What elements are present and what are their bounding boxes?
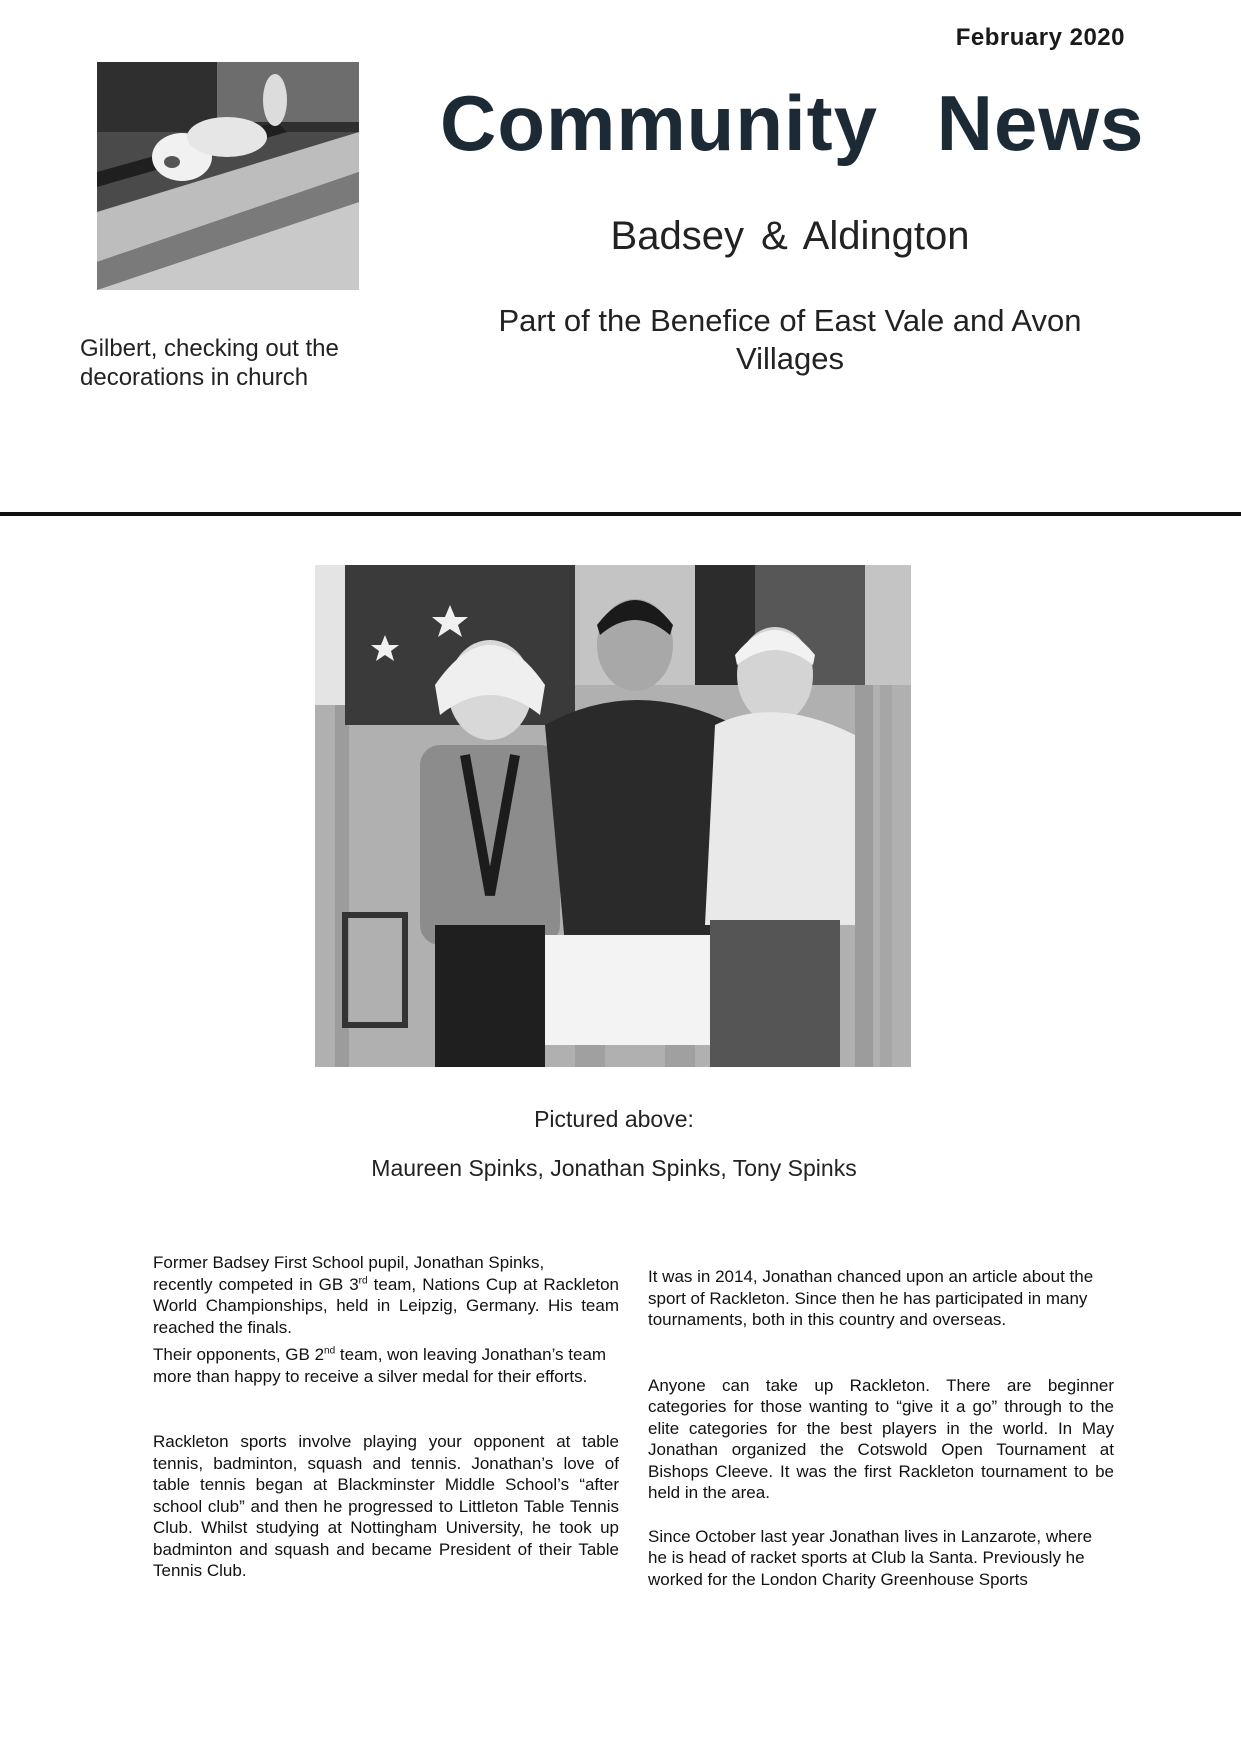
article-text: team, won leaving Jonathan’s team more than happy to receive a silver medal for their efforts. bbox=[153, 1345, 607, 1386]
article-paragraph: Since October last year Jonathan lives in Lanzarote, where he is head of racket sports at Club la Santa. Previously he worked for the London Charity Greenhouse Sports bbox=[648, 1526, 1093, 1589]
photo-caption-names: Maureen Spinks, Jonathan Spinks, Tony Spinks bbox=[371, 1155, 857, 1181]
article-paragraph bbox=[153, 1344, 619, 1387]
article-text: team, Nations Cup at Rackleton World Championships, held in Leipzig, Germany. His team reached the finals. bbox=[153, 1274, 619, 1337]
article-paragraph: It was in 2014, Jonathan chanced upon an article about the sport of Rackleton. Since then he has participated in many tournaments, both in this country and overseas. bbox=[648, 1267, 1094, 1329]
newsletter-subtitle: Badsey & Aldington bbox=[610, 214, 970, 258]
caption-line: decorations in church bbox=[80, 364, 309, 391]
caption-line: Gilbert, checking out the bbox=[80, 335, 339, 362]
article-column-right bbox=[648, 1266, 1114, 1590]
benefice-line bbox=[470, 302, 1110, 378]
article-text: recently competed in GB 3 bbox=[153, 1274, 359, 1294]
article-paragraph: Rackleton sports involve playing your opponent at table tennis, badminton, squash and tennis. Jonathan’s love of table tennis began at Blackminster Middle School’s “after school club” and then he progressed to Littleton Table Tennis Club. Whilst studying at Nottingham University, he took up badminton and squash and became President of their Table Tennis Club. bbox=[153, 1432, 619, 1580]
article-text: Their opponents, GB 2 bbox=[153, 1345, 325, 1364]
photo-caption-heading: Pictured above: bbox=[534, 1106, 694, 1132]
article-text: Former Badsey First School pupil, Jonathan Spinks, bbox=[153, 1253, 545, 1272]
superscript: rd bbox=[358, 1274, 368, 1286]
article-paragraph bbox=[153, 1252, 619, 1338]
group-photo bbox=[315, 565, 911, 1067]
newsletter-title: Community News bbox=[440, 79, 1145, 167]
article-column-left bbox=[153, 1252, 619, 1582]
header-divider bbox=[0, 512, 1241, 516]
issue-date: February 2020 bbox=[955, 24, 1125, 51]
dog-photo-caption bbox=[80, 334, 380, 392]
article-paragraph: Anyone can take up Rackleton. There are beginner categories for those wanting to “give it a go” through to the elite categories for the best players in the world. In May Jonathan organized the Cotswold Open Tournament at Bishops Cleeve. It was the first Rackleton tournament to be held in the area. bbox=[648, 1375, 1114, 1502]
benefice-line-2: Villages bbox=[735, 341, 844, 376]
dog-photo bbox=[97, 62, 359, 290]
superscript: nd bbox=[324, 1345, 336, 1357]
benefice-line-1: Part of the Benefice of East Vale and Avon bbox=[498, 303, 1082, 338]
